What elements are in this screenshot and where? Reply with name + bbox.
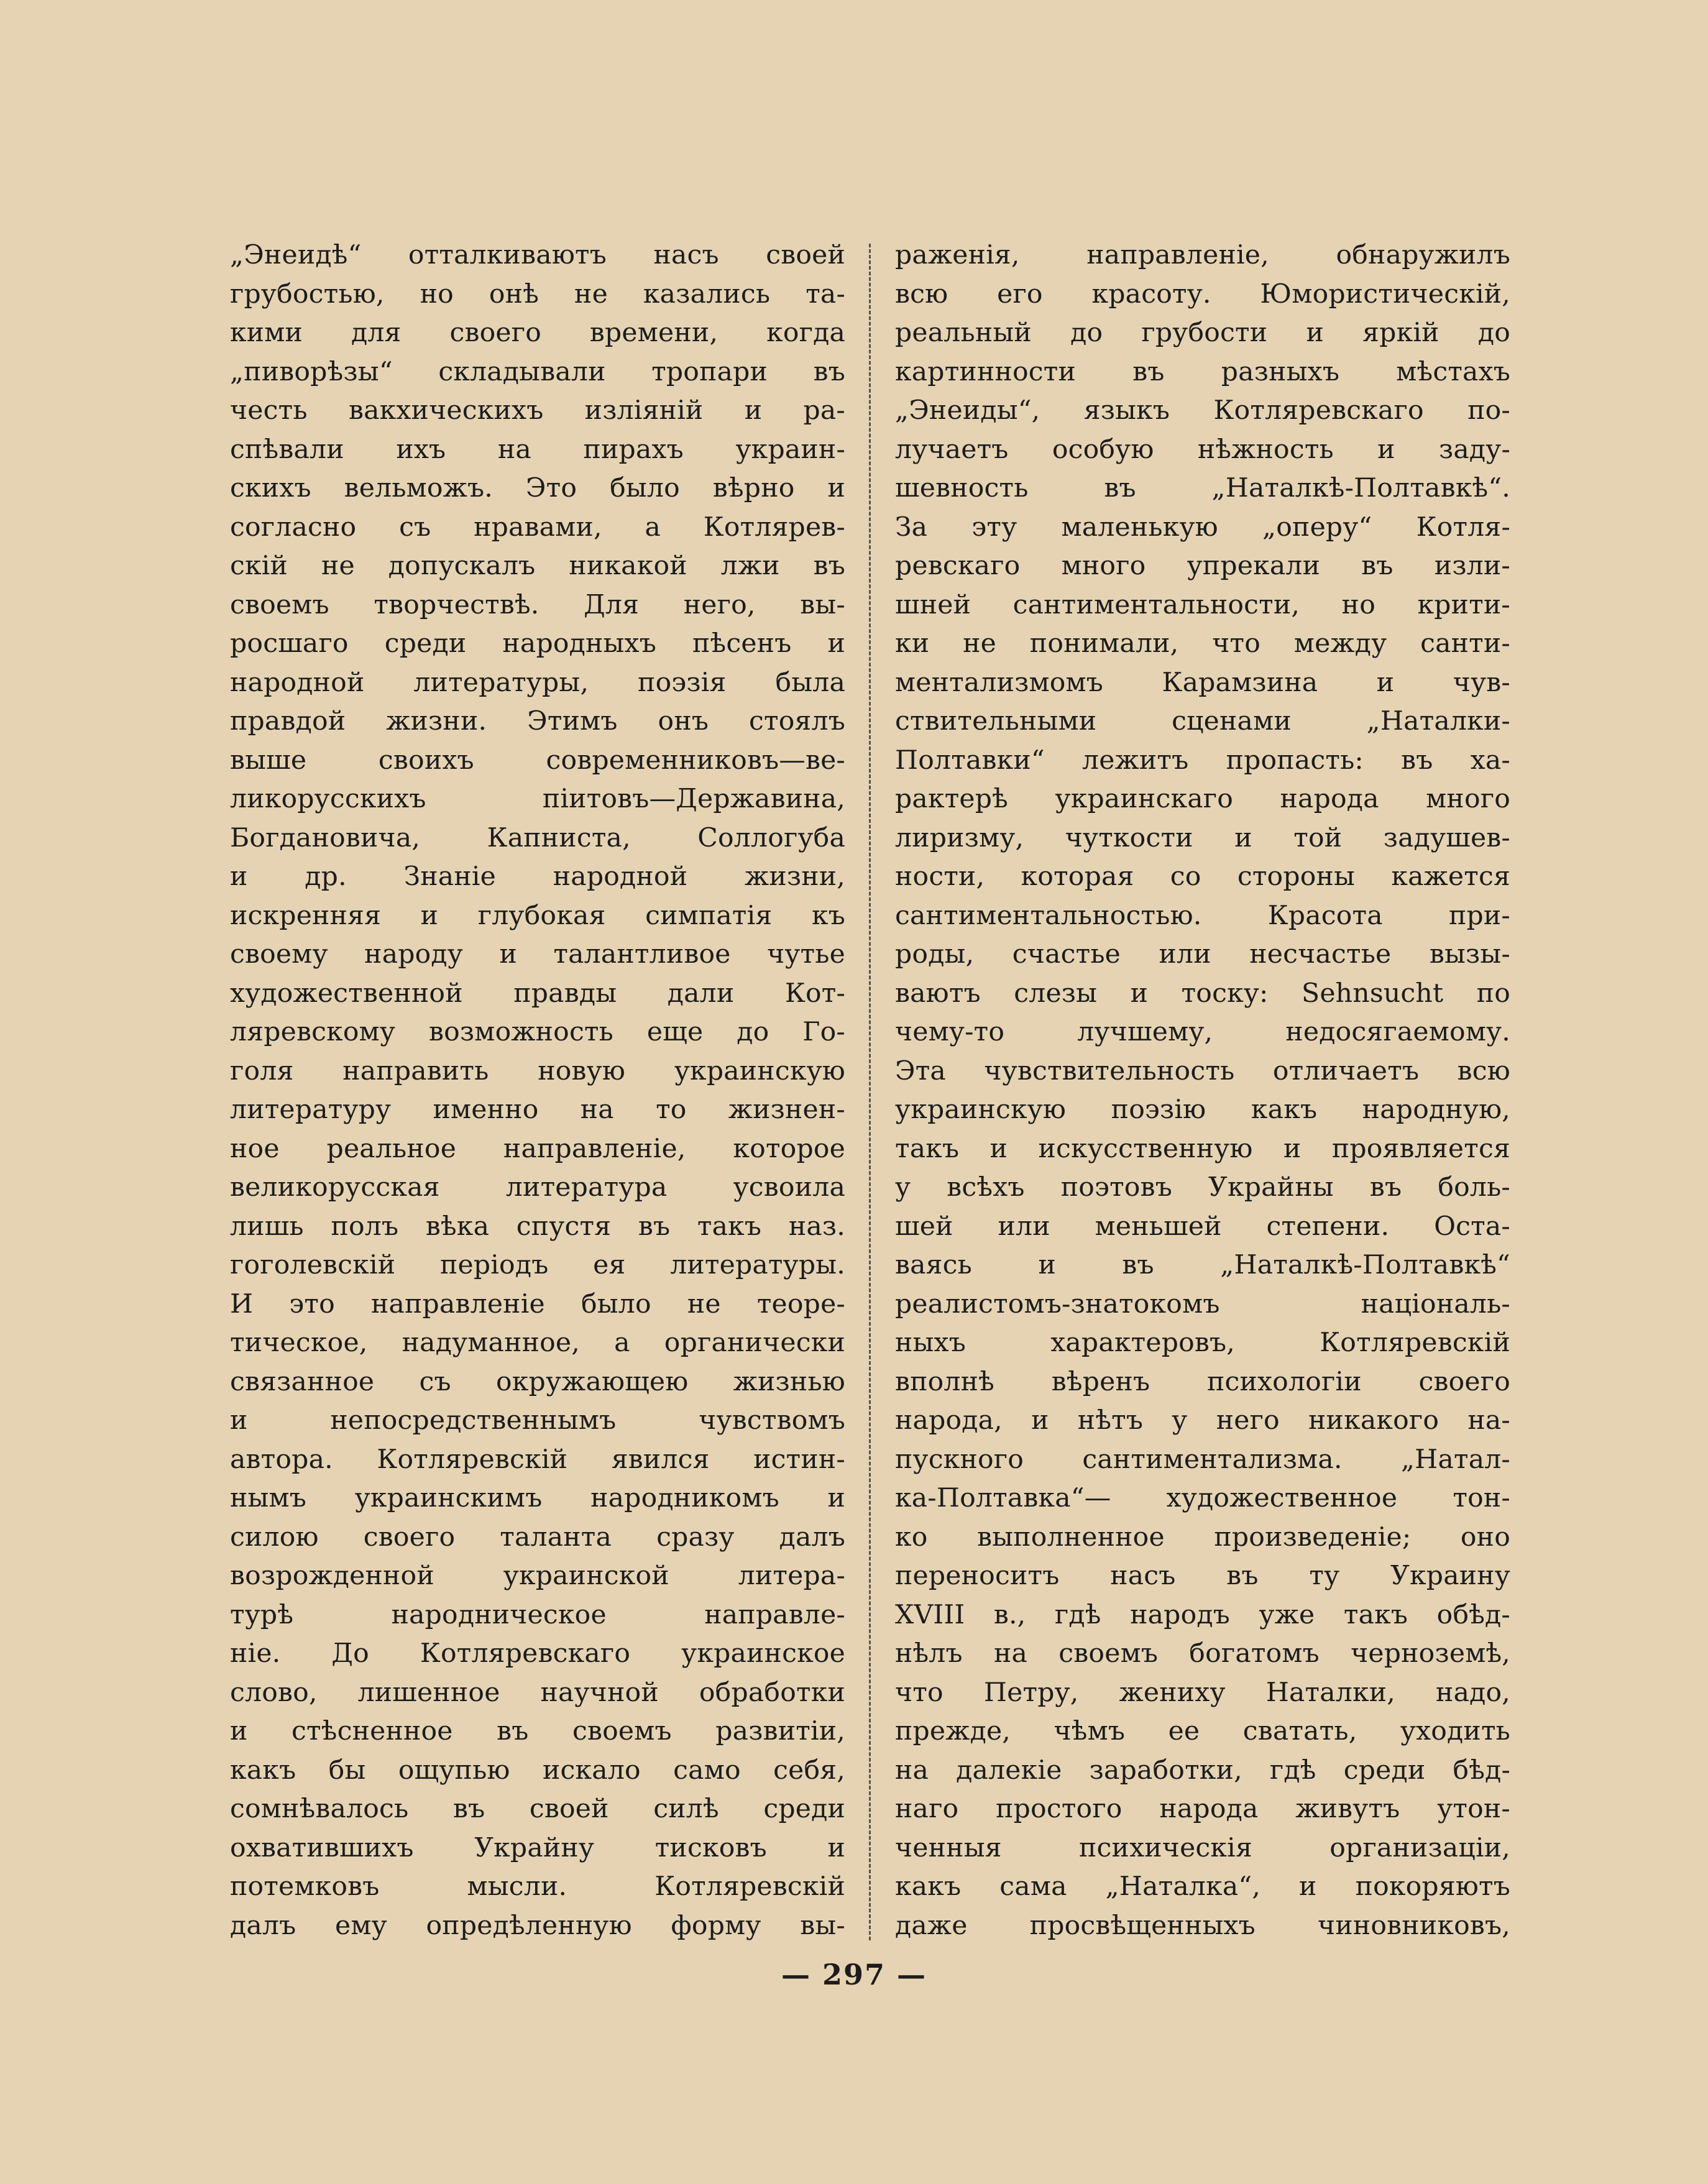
text-column-right	[895, 236, 1510, 1945]
text-line: ки не понимали, что между санти-	[895, 628, 1510, 659]
text-line: и др. Знаніе народной жизни,	[230, 861, 845, 892]
text-line: ніе. До Котляревскаго украинское	[230, 1638, 845, 1669]
text-line: Богдановича, Капниста, Соллогуба	[230, 822, 845, 853]
text-line: грубостью, но онѣ не казались та-	[230, 278, 845, 310]
text-line: народа, и нѣтъ у него никакого на-	[895, 1405, 1510, 1436]
text-line: выше своихъ современниковъ—ве-	[230, 745, 845, 776]
text-line: нѣлъ на своемъ богатомъ черноземѣ,	[895, 1638, 1510, 1669]
text-line: шней сантиментальности, но крити-	[895, 589, 1510, 620]
text-line: ности, которая со стороны кажется	[895, 861, 1510, 892]
text-line: у всѣхъ поэтовъ Украйны въ боль-	[895, 1172, 1510, 1203]
text-line: лучаетъ особую нѣжность и заду-	[895, 434, 1510, 465]
column-divider	[869, 244, 871, 1940]
text-line: голя направить новую украинскую	[230, 1055, 845, 1086]
text-line: художественной правды дали Кот-	[230, 978, 845, 1009]
text-line: честь вакхическихъ изліяній и ра-	[230, 395, 845, 426]
text-line: прежде, чѣмъ ее сватать, уходить	[895, 1716, 1510, 1746]
text-line: турѣ народническое направле-	[230, 1599, 845, 1630]
text-line: что Петру, жениху Наталки, надо,	[895, 1677, 1510, 1708]
text-line: „Энеидѣ“ отталкиваютъ насъ своей	[230, 240, 845, 270]
text-line: охватившихъ Украйну тисковъ и	[230, 1832, 845, 1863]
text-line: „пиворѣзы“ складывали тропари въ	[230, 356, 845, 387]
text-line: картинности въ разныхъ мѣстахъ	[895, 356, 1510, 387]
text-line: роды, счастье или несчастье вызы-	[895, 939, 1510, 970]
text-line: сантиментальностью. Красота при-	[895, 900, 1510, 931]
text-line: тическое, надуманное, а органически	[230, 1328, 845, 1358]
text-line: потемковъ мысли. Котляревскій	[230, 1871, 845, 1902]
page-number: — 297 —	[781, 1958, 927, 1991]
text-line: правдой жизни. Этимъ онъ стоялъ	[230, 706, 845, 736]
text-line: раженія, направленіе, обнаружилъ	[895, 240, 1510, 270]
text-line: ствительными сценами „Наталки-	[895, 706, 1510, 736]
text-line: За эту маленькую „оперу“ Котля-	[895, 512, 1510, 543]
text-line: ваясь и въ „Наталкѣ-Полтавкѣ“	[895, 1250, 1510, 1280]
text-line: ваютъ слезы и тоску: Sehnsucht по	[895, 978, 1510, 1009]
text-line: ка-Полтавка“— художественное тон-	[895, 1483, 1510, 1513]
text-line: лиризму, чуткости и той задушев-	[895, 822, 1510, 853]
text-line: даже просвѣщенныхъ чиновниковъ,	[895, 1910, 1510, 1941]
text-line: ревскаго много упрекали въ изли-	[895, 551, 1510, 581]
text-line: какъ бы ощупью искало само себя,	[230, 1755, 845, 1786]
text-line: великорусская литература усвоила	[230, 1172, 845, 1203]
text-line: искренняя и глубокая симпатія къ	[230, 900, 845, 931]
text-line: возрожденной украинской литера-	[230, 1561, 845, 1591]
text-line: спѣвали ихъ на пирахъ украин-	[230, 434, 845, 465]
text-line: XVIII в., гдѣ народъ уже такъ обѣд-	[895, 1599, 1510, 1630]
text-line: реальный до грубости и яркій до	[895, 318, 1510, 348]
text-line: росшаго среди народныхъ пѣсенъ и	[230, 628, 845, 659]
text-line: ченныя психическія организаціи,	[895, 1832, 1510, 1863]
text-line: скихъ вельможъ. Это было вѣрно и	[230, 473, 845, 503]
text-line: сомнѣвалось въ своей силѣ среди	[230, 1794, 845, 1824]
text-line: литературу именно на то жизнен-	[230, 1094, 845, 1125]
text-line: чему-то лучшему, недосягаемому.	[895, 1017, 1510, 1047]
text-line: ликорусскихъ піитовъ—Державина,	[230, 784, 845, 814]
text-line: Полтавки“ лежитъ пропасть: въ ха-	[895, 745, 1510, 776]
text-line: народной литературы, поэзія была	[230, 667, 845, 698]
text-line: шевность въ „Наталкѣ-Полтавкѣ“.	[895, 473, 1510, 503]
text-line: такъ и искусственную и проявляется	[895, 1133, 1510, 1164]
text-line: всю его красоту. Юмористическій,	[895, 278, 1510, 310]
text-line: слово, лишенное научной обработки	[230, 1677, 845, 1708]
text-line: ко выполненное произведеніе; оно	[895, 1521, 1510, 1553]
text-line: шей или меньшей степени. Оста-	[895, 1211, 1510, 1242]
text-line: и непосредственнымъ чувствомъ	[230, 1405, 845, 1436]
text-line: ляревскому возможность еще до Го-	[230, 1017, 845, 1047]
text-line: своему народу и талантливое чутье	[230, 939, 845, 970]
text-line: нымъ украинскимъ народникомъ и	[230, 1483, 845, 1513]
text-line: далъ ему опредѣленную форму вы-	[230, 1910, 845, 1941]
text-line: ментализмомъ Карамзина и чув-	[895, 667, 1510, 698]
text-line: какъ сама „Наталка“, и покоряютъ	[895, 1871, 1510, 1902]
text-line: „Энеиды“, языкъ Котляревскаго по-	[895, 395, 1510, 426]
text-line: гоголевскій періодъ ея литературы.	[230, 1250, 845, 1280]
text-line: автора. Котляревскій явился истин-	[230, 1444, 845, 1475]
text-line: своемъ творчествѣ. Для него, вы-	[230, 589, 845, 620]
text-line: кими для своего времени, когда	[230, 318, 845, 348]
text-line: переноситъ насъ въ ту Украину	[895, 1561, 1510, 1591]
text-line: и стѣсненное въ своемъ развитіи,	[230, 1716, 845, 1746]
text-line: согласно съ нравами, а Котлярев-	[230, 512, 845, 543]
text-line: ное реальное направленіе, которое	[230, 1133, 845, 1164]
text-line: лишь полъ вѣка спустя въ такъ наз.	[230, 1211, 845, 1242]
text-line: скій не допускалъ никакой лжи въ	[230, 551, 845, 581]
text-line: рактерѣ украинскаго народа много	[895, 784, 1510, 814]
text-line: украинскую поэзію какъ народную,	[895, 1094, 1510, 1125]
text-line: пускного сантиментализма. „Натал-	[895, 1444, 1510, 1475]
text-line: вполнѣ вѣренъ психологіи своего	[895, 1366, 1510, 1397]
text-line: Эта чувствительность отличаетъ всю	[895, 1055, 1510, 1086]
text-line: реалистомъ-знатокомъ національ-	[895, 1288, 1510, 1319]
text-line: наго простого народа живутъ утон-	[895, 1794, 1510, 1824]
text-line: ныхъ характеровъ, Котляревскій	[895, 1328, 1510, 1358]
text-line: связанное съ окружающею жизнью	[230, 1366, 845, 1397]
text-line: И это направленіе было не теоре-	[230, 1288, 845, 1319]
text-line: силою своего таланта сразу далъ	[230, 1521, 845, 1553]
text-line: на далекіе заработки, гдѣ среди бѣд-	[895, 1755, 1510, 1786]
text-column-left	[230, 236, 845, 1945]
